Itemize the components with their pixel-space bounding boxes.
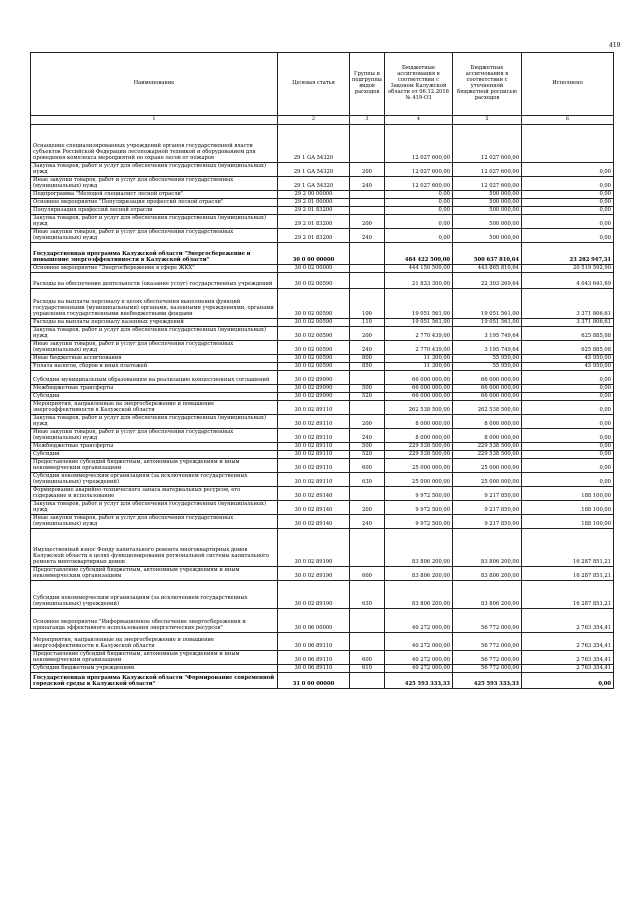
table-row (31, 207, 614, 215)
row-law-allocation: 229 538 500,00 (385, 443, 453, 451)
row-expense-group: 200 (350, 215, 385, 229)
row-name: Иные закупки товаров, работ и услуг для обеспечения государственных (муниципальных) нужд (31, 341, 278, 355)
table-body (31, 125, 614, 689)
row-executed: 0,00 (522, 199, 614, 207)
row-expense-group (350, 191, 385, 199)
budget-table (30, 52, 614, 689)
page-number: 419 (609, 42, 621, 49)
row-name: Иные бюджетные ассигнования (31, 355, 278, 363)
row-executed: 45 950,00 (522, 363, 614, 371)
row-law-allocation: 12 027 600,00 (385, 163, 453, 177)
row-law-allocation: 25 000 000,00 (385, 459, 453, 473)
row-law-allocation: 40 272 000,00 (385, 633, 453, 651)
row-executed: 3 371 806,61 (522, 319, 614, 327)
row-expense-group: 100 (350, 289, 385, 319)
row-law-allocation: 0,00 (385, 229, 453, 243)
row-expense-group (350, 265, 385, 273)
row-revised-allocation: 12 027 600,00 (453, 177, 522, 191)
row-expense-group: 500 (350, 385, 385, 393)
row-executed: 0,00 (522, 459, 614, 473)
table-row (31, 665, 614, 673)
row-executed: 0,00 (522, 429, 614, 443)
row-expense-group (350, 273, 385, 289)
row-revised-allocation: 12 027 600,00 (453, 163, 522, 177)
row-target-article: 30 0 02 00590 (278, 363, 350, 371)
row-target-article: 30 0 02 00590 (278, 273, 350, 289)
row-expense-group: 600 (350, 651, 385, 665)
row-target-article: 30 0 02 89090 (278, 393, 350, 401)
row-executed: 16 287 851,21 (522, 581, 614, 609)
row-executed: 0,00 (522, 393, 614, 401)
row-executed: 45 950,00 (522, 355, 614, 363)
table-row (31, 567, 614, 581)
row-executed: 0,00 (522, 673, 614, 689)
row-name: Субсидии муниципальным образованиям на реализацию концессионных соглашений (31, 371, 278, 385)
table-row (31, 163, 614, 177)
row-law-allocation: 0,00 (385, 191, 453, 199)
row-name: Основное мероприятие "Информационное обеспечение энергосбережения и пропаганда эффективного использования энергетических ресурсов" (31, 609, 278, 633)
row-expense-group: 200 (350, 327, 385, 341)
row-executed: 0,00 (522, 385, 614, 393)
row-law-allocation: 83 806 200,00 (385, 581, 453, 609)
table-row (31, 199, 614, 207)
row-law-allocation: 9 972 500,00 (385, 515, 453, 529)
row-revised-allocation: 83 806 200,00 (453, 581, 522, 609)
row-name: Основное мероприятие "Энергосбережение в сфере ЖКХ" (31, 265, 278, 273)
row-revised-allocation: 8 000 000,00 (453, 429, 522, 443)
row-revised-allocation: 19 051 561,00 (453, 289, 522, 319)
row-expense-group: 520 (350, 451, 385, 459)
row-name: Субсидии (31, 451, 278, 459)
row-executed: 0,00 (522, 215, 614, 229)
row-target-article: 30 0 02 00590 (278, 319, 350, 327)
row-law-allocation: 19 051 561,00 (385, 319, 453, 327)
row-revised-allocation: 66 000 000,00 (453, 393, 522, 401)
row-law-allocation: 9 972 500,00 (385, 501, 453, 515)
row-law-allocation: 83 806 200,00 (385, 529, 453, 567)
row-name: Мероприятия, направленные на энергосбережение и повышение энергоэффективности в Калужской области (31, 401, 278, 415)
header-number: 1 (31, 116, 278, 125)
header-number: 5 (453, 116, 522, 125)
row-expense-group (350, 401, 385, 415)
row-name: Уплата налогов, сборов и иных платежей (31, 363, 278, 371)
table-row (31, 529, 614, 567)
row-executed: 20 519 592,90 (522, 265, 614, 273)
row-target-article: 30 0 06 89110 (278, 633, 350, 651)
row-revised-allocation: 8 000 000,00 (453, 415, 522, 429)
table-row (31, 429, 614, 443)
row-target-article: 30 0 02 89090 (278, 385, 350, 393)
row-target-article: 29 1 GA 54320 (278, 177, 350, 191)
row-target-article: 30 0 06 89110 (278, 665, 350, 673)
row-expense-group (350, 673, 385, 689)
row-law-allocation: 83 806 200,00 (385, 567, 453, 581)
row-expense-group (350, 125, 385, 163)
row-expense-group: 240 (350, 429, 385, 443)
row-executed: 2 763 354,41 (522, 609, 614, 633)
row-executed: 188 100,00 (522, 515, 614, 529)
row-target-article: 30 0 02 89110 (278, 429, 350, 443)
row-target-article: 30 0 02 89110 (278, 473, 350, 487)
row-executed: 0,00 (522, 473, 614, 487)
row-executed: 188 100,00 (522, 501, 614, 515)
row-revised-allocation: 425 593 333,33 (453, 673, 522, 689)
row-expense-group: 610 (350, 665, 385, 673)
row-expense-group (350, 207, 385, 215)
row-name: Иные закупки товаров, работ и услуг для обеспечения государственных (муниципальных) нужд (31, 177, 278, 191)
table-row (31, 355, 614, 363)
row-name: Государственная программа Калужской области "Формирование современной городской среды в Калужской области" (31, 673, 278, 689)
row-expense-group: 200 (350, 415, 385, 429)
row-expense-group: 600 (350, 567, 385, 581)
table-row (31, 265, 614, 273)
row-name: Межбюджетные трансферты (31, 385, 278, 393)
header-revised-allocation: Бюджетные ассигнования в соответствии с уточненной бюджетной росписью расходов (453, 53, 522, 116)
row-expense-group: 240 (350, 177, 385, 191)
row-name: Формирование аварийно-технического запаса материальных ресурсов, его содержание и использование (31, 487, 278, 501)
row-law-allocation: 0,00 (385, 199, 453, 207)
header-executed: Исполнено (522, 53, 614, 116)
row-law-allocation: 25 000 000,00 (385, 473, 453, 487)
row-law-allocation: 40 272 000,00 (385, 665, 453, 673)
row-revised-allocation: 56 772 000,00 (453, 609, 522, 633)
table-row (31, 415, 614, 429)
row-target-article: 29 2 01 00000 (278, 199, 350, 207)
row-law-allocation: 12 027 600,00 (385, 125, 453, 163)
row-law-allocation: 21 833 300,00 (385, 273, 453, 289)
row-target-article: 30 0 06 00000 (278, 609, 350, 633)
row-name: Предоставление субсидий бюджетным, автономным учреждениям и иным некоммерческим организациям (31, 459, 278, 473)
row-executed: 0,00 (522, 401, 614, 415)
header-number: 3 (350, 116, 385, 125)
row-revised-allocation: 443 865 810,64 (453, 265, 522, 273)
row-law-allocation: 40 272 000,00 (385, 651, 453, 665)
row-name: Государственная программа Калужской области "Энергосбережение и повышение энергоэффективности в Калужской области" (31, 243, 278, 265)
row-name: Расходы на выплаты персоналу казенных учреждений (31, 319, 278, 327)
row-law-allocation: 0,00 (385, 215, 453, 229)
row-law-allocation: 425 593 333,33 (385, 673, 453, 689)
row-executed: 23 282 947,31 (522, 243, 614, 265)
table-row (31, 501, 614, 515)
row-expense-group: 200 (350, 501, 385, 515)
row-law-allocation: 444 150 500,00 (385, 265, 453, 273)
row-name: Закупка товаров, работ и услуг для обеспечения государственных (муниципальных) нужд (31, 415, 278, 429)
row-revised-allocation: 83 806 200,00 (453, 567, 522, 581)
row-law-allocation: 229 538 500,00 (385, 451, 453, 459)
row-target-article: 30 0 02 89190 (278, 529, 350, 567)
row-executed: 0,00 (522, 177, 614, 191)
row-name: Субсидии некоммерческим организациям (за исключением государственных (муниципальных) учреждений) (31, 473, 278, 487)
row-expense-group (350, 487, 385, 501)
row-expense-group (350, 243, 385, 265)
row-expense-group: 630 (350, 473, 385, 487)
row-expense-group: 630 (350, 581, 385, 609)
row-revised-allocation: 56 772 000,00 (453, 651, 522, 665)
table-row (31, 273, 614, 289)
row-executed: 188 100,00 (522, 487, 614, 501)
row-expense-group: 600 (350, 459, 385, 473)
row-revised-allocation: 9 217 850,00 (453, 501, 522, 515)
row-name: Закупка товаров, работ и услуг для обеспечения государственных (муниципальных) нужд (31, 501, 278, 515)
row-expense-group (350, 609, 385, 633)
row-revised-allocation: 66 000 000,00 (453, 371, 522, 385)
row-name: Иные закупки товаров, работ и услуг для обеспечения государственных (муниципальных) нужд (31, 229, 278, 243)
row-revised-allocation: 229 538 500,00 (453, 443, 522, 451)
row-target-article: 30 0 02 00590 (278, 289, 350, 319)
row-target-article: 30 0 02 89110 (278, 451, 350, 459)
row-revised-allocation: 9 217 850,00 (453, 487, 522, 501)
row-name: Закупка товаров, работ и услуг для обеспечения государственных (муниципальных) нужд (31, 327, 278, 341)
row-target-article: 30 0 02 89090 (278, 371, 350, 385)
table-row (31, 633, 614, 651)
row-revised-allocation: 3 195 749,64 (453, 341, 522, 355)
row-executed: 0,00 (522, 415, 614, 429)
row-executed: 2 763 354,41 (522, 651, 614, 665)
row-name: Оснащение специализированных учреждений органов государственной власти субъектов Российской Федерации лесопожарной техникой и оборудованием для проведения комплекса мероприятий по охране лесов от пожаров (31, 125, 278, 163)
row-executed: 625 885,08 (522, 327, 614, 341)
row-target-article: 29 1 GA 54320 (278, 125, 350, 163)
table-row (31, 319, 614, 327)
row-target-article: 30 0 02 89110 (278, 459, 350, 473)
row-target-article: 30 0 02 00590 (278, 327, 350, 341)
row-revised-allocation: 262 538 500,00 (453, 401, 522, 415)
row-name: Имущественный взнос Фонду капитального ремонта многоквартирных домов Калужской области в целях функционирования региональной системы капитального ремонта многоквартирных домов (31, 529, 278, 567)
row-target-article: 29 2 01 83200 (278, 229, 350, 243)
row-name: Субсидии некоммерческим организациям (за исключением государственных (муниципальных) учреждений) (31, 581, 278, 609)
row-name: Межбюджетные трансферты (31, 443, 278, 451)
row-name: Мероприятия, направленные на энергосбережение и повышение энергоэффективности в Калужской области (31, 633, 278, 651)
row-name: Расходы на обеспечение деятельности (оказание услуг) государственных учреждений (31, 273, 278, 289)
row-law-allocation: 0,00 (385, 207, 453, 215)
row-expense-group: 200 (350, 163, 385, 177)
row-executed: 0,00 (522, 191, 614, 199)
row-name: Подпрограмма "Молодой специалист лесной отрасли" (31, 191, 278, 199)
row-target-article: 31 0 00 00000 (278, 673, 350, 689)
row-name: Субсидии бюджетным учреждениям (31, 665, 278, 673)
row-target-article: 30 0 02 00590 (278, 341, 350, 355)
row-law-allocation: 2 770 439,00 (385, 341, 453, 355)
row-executed: 2 763 354,41 (522, 633, 614, 651)
row-name: Основное мероприятие "Популяризация профессий лесной отрасли" (31, 199, 278, 207)
row-revised-allocation: 3 195 749,64 (453, 327, 522, 341)
row-law-allocation: 2 770 439,00 (385, 327, 453, 341)
row-law-allocation: 8 000 000,00 (385, 429, 453, 443)
row-target-article: 29 2 01 83200 (278, 207, 350, 215)
table-row (31, 125, 614, 163)
table-row (31, 243, 614, 265)
row-expense-group: 800 (350, 355, 385, 363)
table-row (31, 289, 614, 319)
row-expense-group (350, 529, 385, 567)
row-executed: 16 287 851,21 (522, 529, 614, 567)
row-expense-group: 500 (350, 443, 385, 451)
row-executed: 4 043 641,69 (522, 273, 614, 289)
row-target-article: 30 0 02 89110 (278, 401, 350, 415)
row-revised-allocation: 83 806 200,00 (453, 529, 522, 567)
row-executed: 0,00 (522, 163, 614, 177)
header-number: 2 (278, 116, 350, 125)
row-executed: 625 885,08 (522, 341, 614, 355)
row-name: Иные закупки товаров, работ и услуг для обеспечения государственных (муниципальных) нужд (31, 515, 278, 529)
row-revised-allocation: 12 027 600,00 (453, 125, 522, 163)
row-target-article: 30 0 02 89140 (278, 487, 350, 501)
row-target-article: 30 0 02 00590 (278, 355, 350, 363)
table-row (31, 393, 614, 401)
table-row (31, 651, 614, 665)
row-name: Закупка товаров, работ и услуг для обеспечения государственных (муниципальных) нужд (31, 163, 278, 177)
row-law-allocation: 66 000 000,00 (385, 385, 453, 393)
table-row (31, 401, 614, 415)
row-expense-group: 240 (350, 341, 385, 355)
row-expense-group (350, 633, 385, 651)
table-row (31, 673, 614, 689)
table-row (31, 515, 614, 529)
row-executed: 0,00 (522, 229, 614, 243)
row-name: Предоставление субсидий бюджетным, автономным учреждениям и иным некоммерческим организациям (31, 651, 278, 665)
row-expense-group (350, 371, 385, 385)
row-law-allocation: 262 538 500,00 (385, 401, 453, 415)
row-law-allocation: 40 272 000,00 (385, 609, 453, 633)
table-row (31, 371, 614, 385)
row-revised-allocation: 55 950,00 (453, 363, 522, 371)
row-executed: 0,00 (522, 371, 614, 385)
table-row (31, 487, 614, 501)
row-executed: 0,00 (522, 451, 614, 459)
header-number: 4 (385, 116, 453, 125)
table-row (31, 215, 614, 229)
row-name: Иные закупки товаров, работ и услуг для обеспечения государственных (муниципальных) нужд (31, 429, 278, 443)
row-revised-allocation: 500 000,00 (453, 207, 522, 215)
row-revised-allocation: 19 051 561,00 (453, 319, 522, 327)
row-revised-allocation: 25 000 000,00 (453, 459, 522, 473)
table-row (31, 473, 614, 487)
row-law-allocation: 484 422 500,00 (385, 243, 453, 265)
row-target-article: 30 0 02 89140 (278, 501, 350, 515)
row-name: Популяризация профессий лесной отрасли (31, 207, 278, 215)
row-target-article: 29 2 01 83200 (278, 215, 350, 229)
row-executed: 2 763 354,41 (522, 665, 614, 673)
row-expense-group: 520 (350, 393, 385, 401)
table-row (31, 385, 614, 393)
header-number: 6 (522, 116, 614, 125)
row-revised-allocation: 500 000,00 (453, 199, 522, 207)
row-expense-group: 110 (350, 319, 385, 327)
header-target-article: Целевая статья (278, 53, 350, 116)
row-revised-allocation: 22 303 269,64 (453, 273, 522, 289)
row-name: Субсидии (31, 393, 278, 401)
row-revised-allocation: 500 000,00 (453, 229, 522, 243)
row-target-article: 30 0 02 89140 (278, 515, 350, 529)
table-row (31, 191, 614, 199)
row-name: Предоставление субсидий бюджетным, автономным учреждениям и иным некоммерческим организациям (31, 567, 278, 581)
row-executed: 0,00 (522, 207, 614, 215)
row-revised-allocation: 500 000,00 (453, 215, 522, 229)
table-row (31, 581, 614, 609)
row-target-article: 30 0 02 89190 (278, 567, 350, 581)
row-executed: 16 287 851,21 (522, 567, 614, 581)
row-expense-group: 850 (350, 363, 385, 371)
row-law-allocation: 9 972 500,00 (385, 487, 453, 501)
row-target-article: 30 0 02 89110 (278, 415, 350, 429)
header-name: Наименование (31, 53, 278, 116)
row-revised-allocation: 56 772 000,00 (453, 665, 522, 673)
row-target-article: 30 0 02 89110 (278, 443, 350, 451)
table-row (31, 609, 614, 633)
row-executed: 0,00 (522, 443, 614, 451)
row-executed: 3 371 806,61 (522, 289, 614, 319)
table-row (31, 327, 614, 341)
row-revised-allocation: 500 637 810,64 (453, 243, 522, 265)
row-law-allocation: 19 051 561,00 (385, 289, 453, 319)
table-row (31, 363, 614, 371)
row-revised-allocation: 9 217 850,00 (453, 515, 522, 529)
row-law-allocation: 12 027 600,00 (385, 177, 453, 191)
table-row (31, 459, 614, 473)
header-law-allocation: Бюджетные ассигнования в соответствии с Законом Калужской области от 06.12.2018 № 419-ОЗ (385, 53, 453, 116)
header-expense-group: Группы и подгруппы видов расходов (350, 53, 385, 116)
row-law-allocation: 8 000 000,00 (385, 415, 453, 429)
row-target-article: 29 1 GA 54320 (278, 163, 350, 177)
row-revised-allocation: 66 000 000,00 (453, 385, 522, 393)
row-revised-allocation: 25 000 000,00 (453, 473, 522, 487)
row-revised-allocation: 500 000,00 (453, 191, 522, 199)
table-row (31, 443, 614, 451)
row-law-allocation: 11 300,00 (385, 363, 453, 371)
row-expense-group: 240 (350, 515, 385, 529)
table-row (31, 177, 614, 191)
row-law-allocation: 66 000 000,00 (385, 371, 453, 385)
row-target-article: 30 0 00 00000 (278, 243, 350, 265)
row-law-allocation: 11 300,00 (385, 355, 453, 363)
row-executed (522, 125, 614, 163)
row-law-allocation: 66 000 000,00 (385, 393, 453, 401)
row-target-article: 30 0 02 89190 (278, 581, 350, 609)
row-revised-allocation: 229 538 500,00 (453, 451, 522, 459)
table-row (31, 229, 614, 243)
row-name: Закупка товаров, работ и услуг для обеспечения государственных (муниципальных) нужд (31, 215, 278, 229)
table-header (31, 53, 614, 125)
row-expense-group: 240 (350, 229, 385, 243)
row-target-article: 30 0 02 00000 (278, 265, 350, 273)
row-target-article: 29 2 00 00000 (278, 191, 350, 199)
table-row (31, 451, 614, 459)
row-revised-allocation: 55 950,00 (453, 355, 522, 363)
row-target-article: 30 0 06 89110 (278, 651, 350, 665)
row-expense-group (350, 199, 385, 207)
row-name: Расходы на выплаты персоналу в целях обеспечения выполнения функций государственными (муниципальными) органами, казенными учреждениями, органами управления государственными внебюджетными фондами (31, 289, 278, 319)
table-row (31, 341, 614, 355)
row-revised-allocation: 56 772 000,00 (453, 633, 522, 651)
